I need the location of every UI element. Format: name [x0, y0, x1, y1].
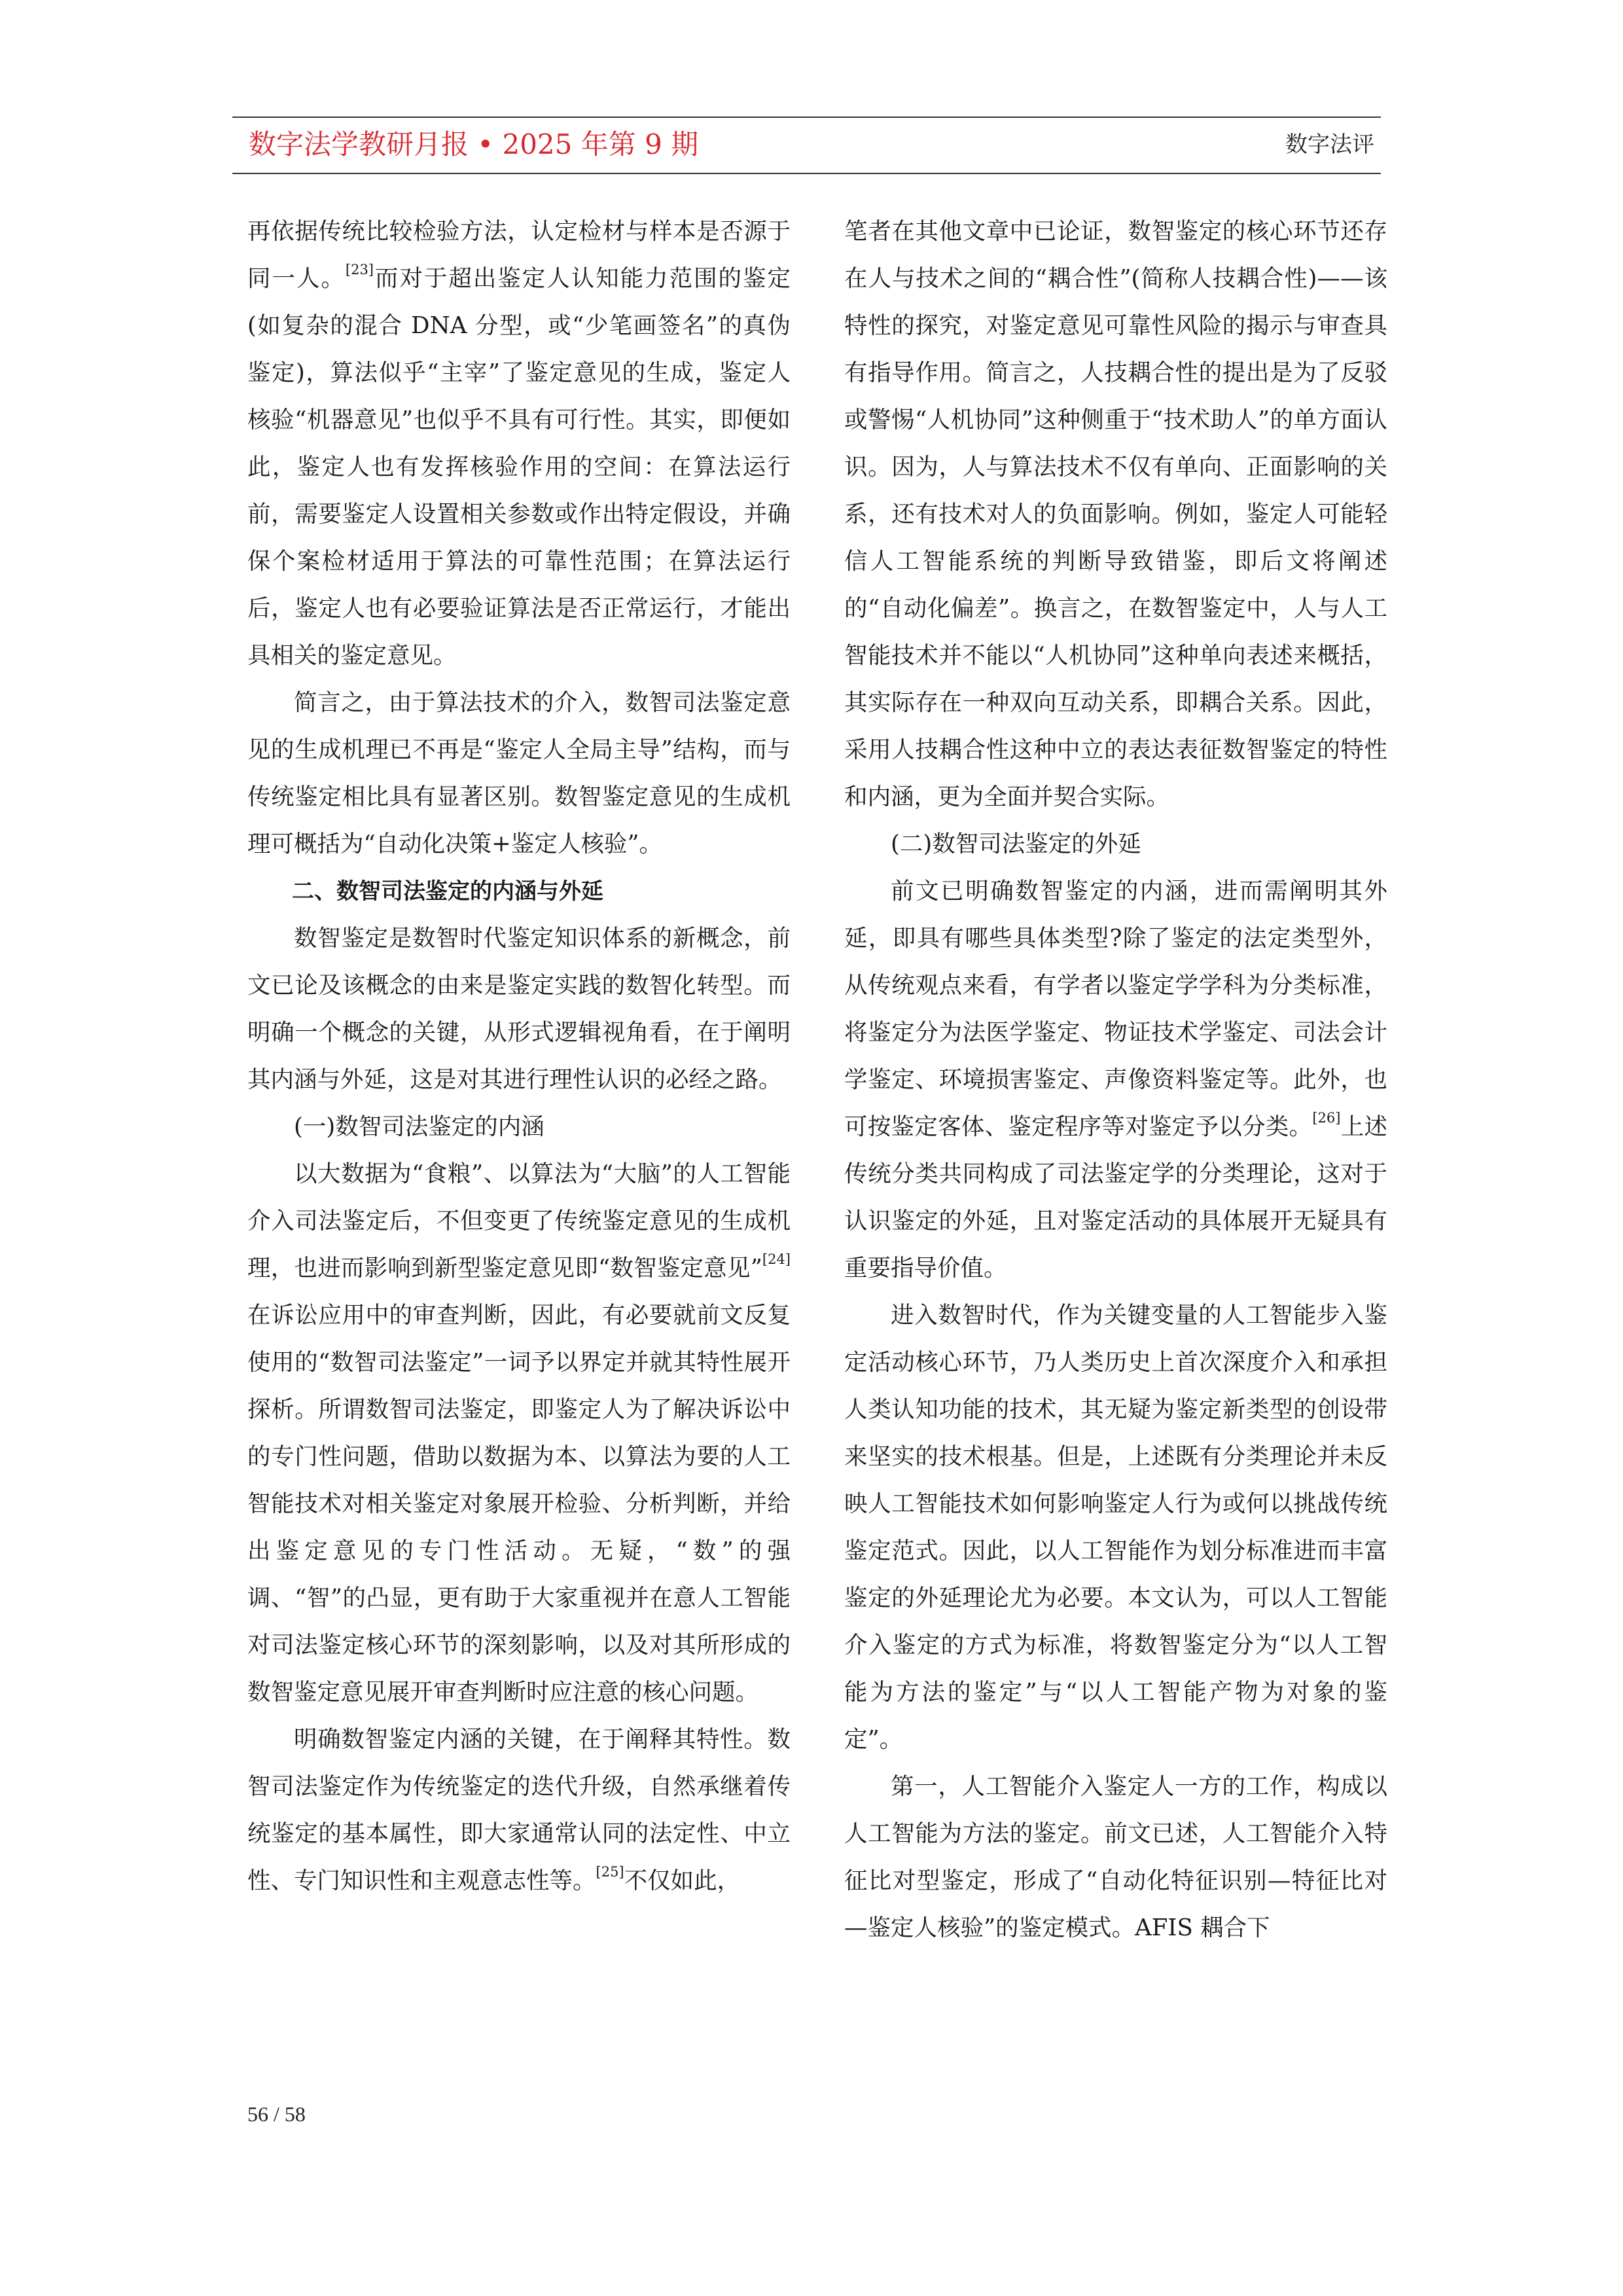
section-label: 数字法评 — [1285, 132, 1374, 158]
page-number: 56 / 58 — [247, 2102, 306, 2126]
journal-title: 数字法学教研月报 • 2025 年第 9 期 — [249, 128, 699, 160]
citation: [24] — [762, 1251, 791, 1268]
citation: [25] — [596, 1864, 624, 1880]
header-bottom-rule — [232, 173, 1381, 174]
right-column — [844, 208, 1387, 1952]
paragraph: 数智鉴定是数智时代鉴定知识体系的新概念，前文已论及该概念的由来是鉴定实践的数智化转型。而明确一个概念的关键，从形式逻辑视角看，在于阐明其内涵与外延，这是对其进行理性认识的必经之路。 — [247, 925, 791, 1093]
paragraph: 明确数智鉴定内涵的关键，在于阐释其特性。数智司法鉴定作为传统鉴定的迭代升级，自然承继着传统鉴定的基本属性，即大家通常认同的法定性、中立性、专门知识性和主观意志性等。[25]不仅如此， — [247, 1726, 791, 1894]
header-top-rule — [232, 117, 1381, 118]
paragraph: 前文已明确数智鉴定的内涵，进而需阐明其外延，即具有哪些具体类型?除了鉴定的法定类型外，从传统观点来看，有学者以鉴定学学科为分类标准，将鉴定分为法医学鉴定、物证技术学鉴定、司法会计学鉴定、环境损害鉴定、声像资料鉴定等。此外，也可按鉴定客体、鉴定程序等对鉴定予以分类。[26]上述传统分类共同构成了司法鉴定学的分类理论，这对于认识鉴定的外延，且对鉴定活动的具体展开无疑具有重要指导价值。 — [844, 878, 1387, 1282]
citation: [26] — [1312, 1110, 1341, 1126]
paragraph: 第一，人工智能介入鉴定人一方的工作，构成以人工智能为方法的鉴定。前文已述，人工智能介入特征比对型鉴定，形成了“自动化特征识别—特征比对—鉴定人核验”的鉴定模式。AFIS 耦合下 — [844, 1773, 1387, 1941]
citation: [23] — [345, 262, 374, 278]
paragraph: 再依据传统比较检验方法，认定检材与样本是否源于同一人。[23]而对于超出鉴定人认知能力范围的鉴定(如复杂的混合 DNA 分型，或“少笔画签名”的真伪鉴定)，算法似乎“主宰”了鉴定意见的生成，鉴定人核验“机器意见”也似乎不具有可行性。其实，即便如此，鉴定人也有发挥核验作用的空间：在算法运行前，需要鉴定人设置相关参数或作出特定假设，并确保个案检材适用于算法的可靠性范围；在算法运行后，鉴定人也有必要验证算法是否正常运行，才能出具相关的鉴定意见。 — [247, 218, 791, 669]
paragraph: 简言之，由于算法技术的介入，数智司法鉴定意见的生成机理已不再是“鉴定人全局主导”结构，而与传统鉴定相比具有显著区别。数智鉴定意见的生成机理可概括为“自动化决策+鉴定人核验”。 — [247, 689, 791, 857]
paragraph: 以大数据为“食粮”、以算法为“大脑”的人工智能介入司法鉴定后，不但变更了传统鉴定意见的生成机理，也进而影响到新型鉴定意见即“数智鉴定意见”[24]在诉讼应用中的审查判断，因此，有必要就前文反复使用的“数智司法鉴定”一词予以界定并就其特性展开探析。所谓数智司法鉴定，即鉴定人为了解决诉讼中的专门性问题，借助以数据为本、以算法为要的人工智能技术对相关鉴定对象展开检验、分析判断，并给出鉴定意见的专门性活动。无疑，“数”的强调、“智”的凸显，更有助于大家重视并在意人工智能对司法鉴定核心环节的深刻影响，以及对其所形成的数智鉴定意见展开审查判断时应注意的核心问题。 — [247, 1160, 791, 1706]
paragraph: 进入数智时代，作为关键变量的人工智能步入鉴定活动核心环节，乃人类历史上首次深度介入和承担人类认知功能的技术，其无疑为鉴定新类型的创设带来坚实的技术根基。但是，上述既有分类理论并未反映人工智能技术如何影响鉴定人行为或何以挑战传统鉴定范式。因此，以人工智能作为划分标准进而丰富鉴定的外延理论尤为必要。本文认为，可以人工智能介入鉴定的方式为标准，将数智鉴定分为“以人工智能为方法的鉴定”与“以人工智能产物为对象的鉴定”。 — [844, 1302, 1387, 1753]
section-heading: 二、数智司法鉴定的内涵与外延 — [292, 878, 603, 905]
left-column — [247, 208, 791, 1905]
paragraph: 笔者在其他文章中已论证，数智鉴定的核心环节还存在人与技术之间的“耦合性”(简称人技耦合性)——该特性的探究，对鉴定意见可靠性风险的揭示与审查具有指导作用。简言之，人技耦合性的提出是为了反驳或警惕“人机协同”这种侧重于“技术助人”的单方面认识。因为，人与算法技术不仅有单向、正面影响的关系，还有技术对人的负面影响。例如，鉴定人可能轻信人工智能系统的判断导致错鉴，即后文将阐述的“自动化偏差”。换言之，在数智鉴定中，人与人工智能技术并不能以“人机协同”这种单向表述来概括，其实际存在一种双向互动关系，即耦合关系。因此，采用人技耦合性这种中立的表达表征数智鉴定的特性和内涵，更为全面并契合实际。 — [844, 218, 1387, 810]
subsection-heading: (一)数智司法鉴定的内涵 — [294, 1113, 544, 1140]
subsection-heading: (二)数智司法鉴定的外延 — [891, 831, 1141, 857]
